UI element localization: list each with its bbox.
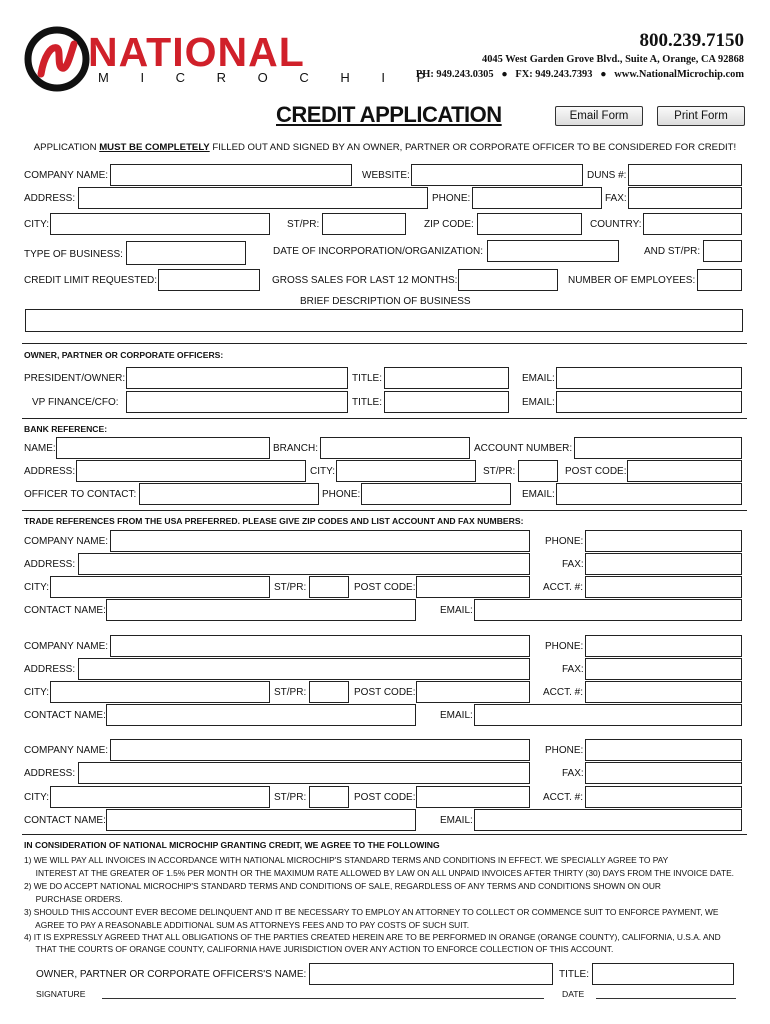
trade2-city-field[interactable] [50,681,270,703]
president-email-label: EMAIL: [522,373,555,384]
trade1-post-field[interactable] [416,576,530,598]
bank-email-field[interactable] [556,483,742,505]
date-incorporation-field[interactable] [487,240,619,262]
header-address: 4045 West Garden Grove Blvd., Suite A, Orange, CA 92868 [482,54,744,65]
credit-limit-field[interactable] [158,269,260,291]
terms-line: 4) IT IS EXPRESSLY AGREED THAT ALL OBLIGATIONS OF THE PARTIES CREATED HEREIN ARE TO BE PERFORMED IN ORANGE (ORANGE COUNTY), CALIFORNIA, U.S.A. AND [24,932,721,942]
fax-field[interactable] [628,187,742,209]
trade2-st-pr-label: ST/PR: [274,687,307,698]
company-name-label: COMPANY NAME: [24,170,109,181]
trade2-post-label: POST CODE: [354,687,416,698]
trade2-company-label: COMPANY NAME: [24,641,109,652]
officer-contact-field[interactable] [139,483,319,505]
president-title-label: TITLE: [352,373,383,384]
trade2-email-label: EMAIL: [440,710,473,721]
phone-field[interactable] [472,187,602,209]
notice [0,142,770,153]
fax-label: FAX: [605,193,627,204]
city-field[interactable] [50,213,270,235]
logo [24,26,440,96]
trade1-address-label: ADDRESS: [24,559,76,570]
trade2-post-field[interactable] [416,681,530,703]
trade3-phone-label: PHONE: [545,745,584,756]
type-of-business-field[interactable] [126,241,246,265]
officer-contact-label: OFFICER TO CONTACT: [24,489,137,500]
st-pr-label: ST/PR: [287,219,320,230]
address-field[interactable] [78,187,428,209]
trade3-acct-field[interactable] [585,786,742,808]
website-label: WEBSITE: [362,170,410,181]
zip-field[interactable] [477,213,582,235]
bank-name-label: NAME: [24,443,56,454]
trade3-address-label: ADDRESS: [24,768,76,779]
gross-sales-field[interactable] [458,269,558,291]
officers-divider [22,343,747,344]
trade2-phone-field[interactable] [585,635,742,657]
trade2-st-pr-field[interactable] [309,681,349,703]
account-number-field[interactable] [574,437,742,459]
bank-post-code-field[interactable] [627,460,742,482]
address-label: ADDRESS: [24,193,76,204]
type-of-business-label: TYPE OF BUSINESS: [24,249,123,260]
terms-heading: IN CONSIDERATION OF NATIONAL MICROCHIP GRANTING CREDIT, WE AGREE TO THE FOLLOWING [24,840,440,850]
bank-divider [22,418,747,419]
logo-emblem-icon [24,26,90,92]
terms-line: PURCHASE ORDERS. [24,894,123,904]
zip-label: ZIP CODE: [424,219,474,230]
country-field[interactable] [643,213,742,235]
credit-limit-label: CREDIT LIMIT REQUESTED: [24,275,157,286]
trade1-phone-field[interactable] [585,530,742,552]
trade2-phone-label: PHONE: [545,641,584,652]
branch-label: BRANCH: [273,443,319,454]
trade3-email-field[interactable] [474,809,742,831]
trade1-post-label: POST CODE: [354,582,416,593]
and-st-pr-field[interactable] [703,240,742,262]
president-title-field[interactable] [384,367,509,389]
trade1-acct-label: ACCT. #: [543,582,584,593]
officer-name-field[interactable] [309,963,553,985]
vp-title-field[interactable] [384,391,509,413]
trade3-city-label: CITY: [24,792,50,803]
trade2-acct-field[interactable] [585,681,742,703]
brief-description-field[interactable] [25,309,743,332]
bank-city-field[interactable] [336,460,476,482]
president-label: PRESIDENT/OWNER: [24,373,126,384]
vp-label: VP FINANCE/CFO: [32,397,119,408]
trade2-contact-label: CONTACT NAME: [24,710,106,721]
header-phone: 800.239.7150 [639,30,744,51]
account-number-label: ACCOUNT NUMBER: [474,443,573,454]
duns-label: DUNS #: [587,170,627,181]
signature-line[interactable] [102,998,544,999]
trade2-acct-label: ACCT. #: [543,687,584,698]
trade2-address-label: ADDRESS: [24,664,76,675]
trade2-email-field[interactable] [474,704,742,726]
print-form-button[interactable]: Print Form [657,106,745,126]
phone-label: PHONE: [432,193,471,204]
employees-field[interactable] [697,269,742,291]
trade2-contact-field[interactable] [106,704,416,726]
date-label: DATE [562,989,585,999]
signature-title-field[interactable] [592,963,734,985]
bank-address-field[interactable] [76,460,306,482]
trade3-phone-field[interactable] [585,739,742,761]
duns-field[interactable] [628,164,742,186]
trade3-company-field[interactable] [110,739,530,761]
trade1-fax-label: FAX: [562,559,584,570]
notice-emphasis: MUST BE COMPLETELY [99,142,210,153]
and-st-pr-label: AND ST/PR: [644,246,701,257]
trade1-city-label: CITY: [24,582,50,593]
trade1-company-label: COMPANY NAME: [24,536,109,547]
trade1-fax-field[interactable] [585,553,742,575]
trade1-contact-label: CONTACT NAME: [24,605,106,616]
president-email-field[interactable] [556,367,742,389]
trade-heading: TRADE REFERENCES FROM THE USA PREFERRED. PLEASE GIVE ZIP CODES AND LIST ACCOUNT AND FAX NUMBERS: [24,516,524,526]
vp-field[interactable] [126,391,348,413]
trade1-city-field[interactable] [50,576,270,598]
trade2-fax-field[interactable] [585,658,742,680]
trade3-city-field[interactable] [50,786,270,808]
bank-address-label: ADDRESS: [24,466,76,477]
trade3-st-pr-label: ST/PR: [274,792,307,803]
bank-phone-label: PHONE: [322,489,361,500]
vp-email-field[interactable] [556,391,742,413]
bank-st-pr-label: ST/PR: [483,466,516,477]
trade3-email-label: EMAIL: [440,815,473,826]
terms-line: INTEREST AT THE GREATER OF 1.5% PER MONTH OR THE MAXIMUM RATE ALLOWED BY LAW ON ALL UNPAID INVOICES AFTER THIRTY (30) DAYS FROM THE INVOICE DATE. [24,868,734,878]
page-title: CREDIT APPLICATION [276,102,502,127]
city-label: CITY: [24,219,50,230]
email-form-button[interactable]: Email Form [555,106,643,126]
terms-line: 1) WE WILL PAY ALL INVOICES IN ACCORDANCE WITH NATIONAL MICROCHIP'S STANDARD TERMS AND CONDITIONS IN EFFECT. WE SPECIALLY AGREE TO PAY [24,855,669,865]
trade2-fax-label: FAX: [562,664,584,675]
trade1-email-label: EMAIL: [440,605,473,616]
trade1-st-pr-field[interactable] [309,576,349,598]
trade3-post-field[interactable] [416,786,530,808]
bank-post-code-label: POST CODE: [565,466,627,477]
trade3-company-label: COMPANY NAME: [24,745,109,756]
brand-subtitle: M I C R O C H I P [98,70,440,85]
company-name-field[interactable] [110,164,352,186]
trade3-st-pr-field[interactable] [309,786,349,808]
signature-title-label: TITLE: [559,969,590,980]
terms-divider [22,834,747,835]
trade1-company-field[interactable] [110,530,530,552]
bank-st-pr-field[interactable] [518,460,558,482]
brief-description-label: BRIEF DESCRIPTION OF BUSINESS [300,296,471,307]
vp-title-label: TITLE: [352,397,383,408]
trade3-fax-label: FAX: [562,768,584,779]
bank-email-label: EMAIL: [522,489,555,500]
trade3-address-field[interactable] [78,762,530,784]
header-contact-line: PH: 949.243.0305 ● FX: 949.243.7393 ● www.NationalMicrochip.com [415,69,744,80]
website-field[interactable] [411,164,583,186]
trade3-acct-label: ACCT. #: [543,792,584,803]
trade1-phone-label: PHONE: [545,536,584,547]
bank-phone-field[interactable] [361,483,511,505]
trade3-contact-label: CONTACT NAME: [24,815,106,826]
trade1-acct-field[interactable] [585,576,742,598]
trade3-post-label: POST CODE: [354,792,416,803]
trade-divider [22,510,747,511]
trade2-address-field[interactable] [78,658,530,680]
trade1-address-field[interactable] [78,553,530,575]
officer-name-label: OWNER, PARTNER OR CORPORATE OFFICERS'S NAME: [36,969,307,980]
notice-pre: APPLICATION [33,142,100,153]
terms-line: 2) WE DO ACCEPT NATIONAL MICROCHIP'S STANDARD TERMS AND CONDITIONS OF SALE, REGARDLESS OF ANY TERMS AND CONDITIONS SHOWN ON OUR [24,881,661,891]
brand-name: NATIONAL [88,29,305,75]
st-pr-field[interactable] [322,213,406,235]
president-field[interactable] [126,367,348,389]
trade3-contact-field[interactable] [106,809,416,831]
terms-line: AGREE TO PAY A REASONABLE ADDITIONAL SUM AS ATTORNEYS FEES AND TO PAY COSTS OF SUCH SUIT. [24,920,470,930]
trade2-city-label: CITY: [24,687,50,698]
date-line[interactable] [596,998,736,999]
gross-sales-label: GROSS SALES FOR LAST 12 MONTHS: [272,275,458,286]
bank-heading: BANK REFERENCE: [24,424,108,434]
trade1-st-pr-label: ST/PR: [274,582,307,593]
signature-label: SIGNATURE [36,989,86,999]
terms-line: 3) SHOULD THIS ACCOUNT EVER BECOME DELINQUENT AND IT BE NECESSARY TO EMPLOY AN ATTORNEY TO COLLECT OR COMMENCE SUIT TO ENFORCE PAYMENT, WE [24,907,719,917]
branch-field[interactable] [320,437,470,459]
bank-name-field[interactable] [56,437,270,459]
trade2-company-field[interactable] [110,635,530,657]
notice-post: FILLED OUT AND SIGNED BY AN OWNER, PARTNER OR CORPORATE OFFICER TO BE CONSIDERED FOR CREDIT! [209,142,737,153]
terms-line: THAT THE COURTS OF ORANGE COUNTY, CALIFORNIA HAVE JURISDICTION OVER ANY ACTION TO ENFORCE COLLECTION OF THIS ACCOUNT. [24,944,614,954]
trade3-fax-field[interactable] [585,762,742,784]
bank-city-label: CITY: [310,466,336,477]
officers-heading: OWNER, PARTNER OR CORPORATE OFFICERS: [24,350,224,360]
trade1-email-field[interactable] [474,599,742,621]
vp-email-label: EMAIL: [522,397,555,408]
country-label: COUNTRY: [590,219,642,230]
date-incorporation-label: DATE OF INCORPORATION/ORGANIZATION: [273,246,484,257]
employees-label: NUMBER OF EMPLOYEES: [568,275,696,286]
trade1-contact-field[interactable] [106,599,416,621]
